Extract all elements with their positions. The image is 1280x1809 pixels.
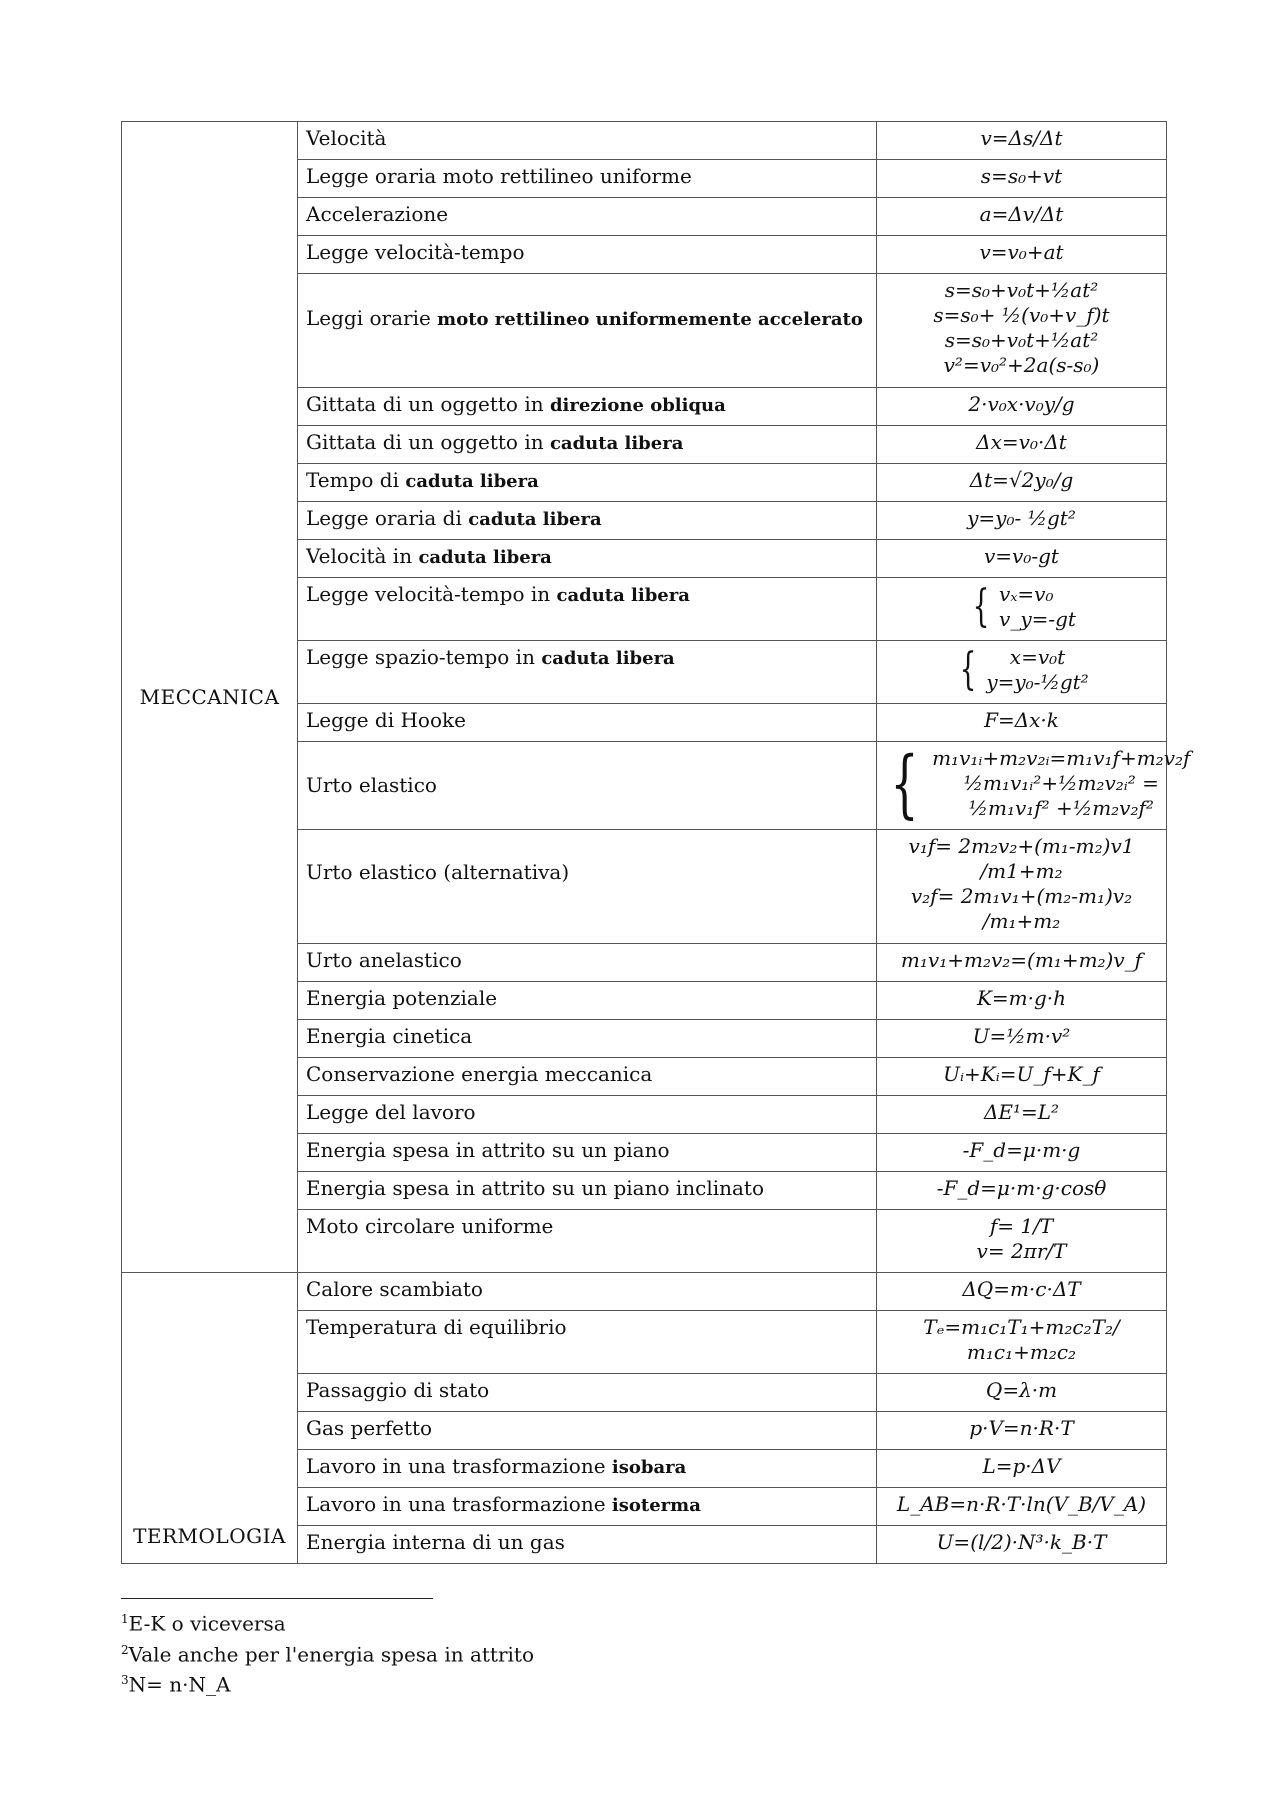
row-formula: y=y₀- ½gt² <box>877 502 1167 540</box>
footnote-divider <box>121 1598 433 1599</box>
row-formula: F=Δx·k <box>877 704 1167 742</box>
row-formula: v=v₀-gt <box>877 540 1167 578</box>
section-label-thermo: TERMOLOGIA <box>122 1273 298 1564</box>
row-formula: f= 1/T v= 2πr/T <box>877 1210 1167 1273</box>
row-formula: Q=λ·m <box>877 1374 1167 1412</box>
footnote-3: $^3$N= n·N_A <box>121 1672 231 1697</box>
row-formula: L_AB=n·R·T·ln(V_B/V_A) <box>877 1488 1167 1526</box>
row-formula: U=(l/2)·N³·k_B·T <box>877 1526 1167 1564</box>
row-description: Legge velocità-tempo <box>298 236 877 274</box>
row-description: Legge oraria moto rettilineo uniforme <box>298 160 877 198</box>
row-description: Accelerazione <box>298 198 877 236</box>
row-description: Legge oraria di caduta libera <box>298 502 877 540</box>
row-formula: v=Δs/Δt <box>877 122 1167 160</box>
row-description: Energia potenziale <box>298 982 877 1020</box>
row-description: Calore scambiato <box>298 1273 877 1311</box>
row-formula: U=½m·v² <box>877 1020 1167 1058</box>
table-row <box>122 122 1167 160</box>
row-description: Energia cinetica <box>298 1020 877 1058</box>
row-formula: a=Δv/Δt <box>877 198 1167 236</box>
row-description: Gittata di un oggetto in direzione obliqua <box>298 388 877 426</box>
row-description: Urto elastico <box>298 742 877 830</box>
row-description: Passaggio di stato <box>298 1374 877 1412</box>
row-formula: K=m·g·h <box>877 982 1167 1020</box>
row-formula: { x=v₀t y=y₀-½gt² <box>877 641 1167 704</box>
row-description: Leggi orarie moto rettilineo uniformemente accelerato <box>298 274 877 388</box>
footnote-2: $^2$Vale anche per l'energia spesa in attrito <box>121 1642 535 1667</box>
row-description: Legge velocità-tempo in caduta libera <box>298 578 877 641</box>
row-formula: m₁v₁+m₂v₂=(m₁+m₂)v_f <box>877 944 1167 982</box>
row-formula: ΔE¹=L² <box>877 1096 1167 1134</box>
row-formula: Uᵢ+Kᵢ=U_f+K_f <box>877 1058 1167 1096</box>
row-formula: v=v₀+at <box>877 236 1167 274</box>
row-formula: { vₓ=v₀ v_y=-gt <box>877 578 1167 641</box>
row-formula: v₁f= 2m₂v₂+(m₁-m₂)v1 /m1+m₂ v₂f= 2m₁v₁+(m₂-m₁)v₂ /m₁+m₂ <box>877 830 1167 944</box>
row-formula: s=s₀+v₀t+½at² s=s₀+ ½(v₀+v_f)t s=s₀+v₀t+½at² v²=v₀²+2a(s-s₀) <box>877 274 1167 388</box>
left-brace-icon: { <box>959 644 977 695</box>
table-row <box>122 1273 1167 1311</box>
row-formula: { m₁v₁ᵢ+m₂v₂ᵢ=m₁v₁f+m₂v₂f ½m₁v₁ᵢ²+½m₂v₂ᵢ² = ½m₁v₁f² +½m₂v₂f² <box>877 742 1167 830</box>
row-description: Legge di Hooke <box>298 704 877 742</box>
row-formula: Δt=√2y₀/g <box>877 464 1167 502</box>
row-formula: -F_d=μ·m·g·cosθ <box>877 1172 1167 1210</box>
row-description: Velocità in caduta libera <box>298 540 877 578</box>
footnotes <box>121 1606 821 1698</box>
row-description: Moto circolare uniforme <box>298 1210 877 1273</box>
row-formula: L=p·ΔV <box>877 1450 1167 1488</box>
row-formula: p·V=n·R·T <box>877 1412 1167 1450</box>
row-formula: s=s₀+vt <box>877 160 1167 198</box>
row-description: Legge del lavoro <box>298 1096 877 1134</box>
row-formula: 2·v₀x·v₀y/g <box>877 388 1167 426</box>
footnote-1: $^1$E-K o viceversa <box>121 1611 286 1636</box>
left-brace-icon: { <box>890 740 919 827</box>
row-description: Temperatura di equilibrio <box>298 1311 877 1374</box>
row-description: Legge spazio-tempo in caduta libera <box>298 641 877 704</box>
row-formula: Tₑ=m₁c₁T₁+m₂c₂T₂/ m₁c₁+m₂c₂ <box>877 1311 1167 1374</box>
row-formula: Δx=v₀·Δt <box>877 426 1167 464</box>
row-description: Energia spesa in attrito su un piano <box>298 1134 877 1172</box>
row-description: Urto elastico (alternativa) <box>298 830 877 944</box>
row-description: Energia spesa in attrito su un piano inclinato <box>298 1172 877 1210</box>
row-description: Lavoro in una trasformazione isoterma <box>298 1488 877 1526</box>
row-description: Velocità <box>298 122 877 160</box>
left-brace-icon: { <box>972 581 990 632</box>
row-description: Conservazione energia meccanica <box>298 1058 877 1096</box>
row-description: Tempo di caduta libera <box>298 464 877 502</box>
row-description: Energia interna di un gas <box>298 1526 877 1564</box>
row-formula: ΔQ=m·c·ΔT <box>877 1273 1167 1311</box>
row-description: Urto anelastico <box>298 944 877 982</box>
section-label-mechanics: MECCANICA <box>122 122 298 1273</box>
row-description: Gittata di un oggetto in caduta libera <box>298 426 877 464</box>
row-formula: -F_d=μ·m·g <box>877 1134 1167 1172</box>
formula-table <box>121 121 1191 1564</box>
row-description: Gas perfetto <box>298 1412 877 1450</box>
row-description: Lavoro in una trasformazione isobara <box>298 1450 877 1488</box>
